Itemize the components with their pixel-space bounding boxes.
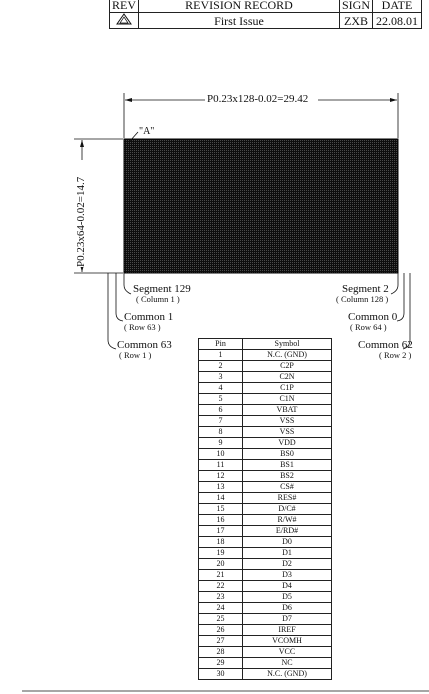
pin-symbol: D6 [243, 603, 332, 614]
pin-symbol: R/W# [243, 515, 332, 526]
pin-symbol: VSS [243, 416, 332, 427]
table-row [199, 603, 332, 614]
table-row [199, 361, 332, 372]
pin-number: 30 [199, 669, 243, 680]
active-area [124, 139, 398, 273]
pin-number: 19 [199, 548, 243, 559]
sign-header: SIGN [340, 0, 373, 13]
pin-number: 13 [199, 482, 243, 493]
pin-number: 29 [199, 658, 243, 669]
pin-number: 28 [199, 647, 243, 658]
pin-symbol: BS0 [243, 449, 332, 460]
rev-header: REV [110, 0, 139, 13]
table-row [199, 449, 332, 460]
pin-symbol: D5 [243, 592, 332, 603]
pin-number: 21 [199, 570, 243, 581]
table-row [199, 482, 332, 493]
table-row [199, 658, 332, 669]
table-row [199, 504, 332, 515]
pin-number: 8 [199, 427, 243, 438]
revision-record: First Issue [139, 13, 340, 29]
pin-number: 25 [199, 614, 243, 625]
pin-number: 2 [199, 361, 243, 372]
revision-record-header: REVISION RECORD [139, 0, 340, 13]
table-row [199, 636, 332, 647]
pin-number: 5 [199, 394, 243, 405]
pin-symbol: CS# [243, 482, 332, 493]
pin-symbol: BS1 [243, 460, 332, 471]
pin-number: 14 [199, 493, 243, 504]
pin-table-header [199, 339, 332, 350]
table-row [199, 614, 332, 625]
table-row [199, 438, 332, 449]
table-row [199, 383, 332, 394]
pin-symbol: N.C. (GND) [243, 350, 332, 361]
pin-symbol: D1 [243, 548, 332, 559]
common-0-sub: ( Row 64 ) [350, 322, 387, 332]
pin-symbol: C2P [243, 361, 332, 372]
pin-number: 7 [199, 416, 243, 427]
pin-number: 16 [199, 515, 243, 526]
common-0-label: Common 0 [348, 311, 398, 323]
pin-number: 26 [199, 625, 243, 636]
pin-symbol: VDD [243, 438, 332, 449]
pin-symbol: C2N [243, 372, 332, 383]
date-header: DATE [373, 0, 422, 13]
pin-symbol: D2 [243, 559, 332, 570]
table-row [199, 581, 332, 592]
pin-number: 1 [199, 350, 243, 361]
table-row [199, 405, 332, 416]
pin-number: 20 [199, 559, 243, 570]
pin-number: 11 [199, 460, 243, 471]
pin-number: 22 [199, 581, 243, 592]
pin-number: 6 [199, 405, 243, 416]
common-1-sub: ( Row 63 ) [124, 322, 161, 332]
pin-number: 9 [199, 438, 243, 449]
table-row [199, 570, 332, 581]
pin-number: 23 [199, 592, 243, 603]
pin-symbol: D4 [243, 581, 332, 592]
revision-date: 22.08.01 [373, 13, 422, 29]
table-row [199, 493, 332, 504]
pin-number: 18 [199, 537, 243, 548]
height-dimension-label: P0.23x64-0.02=14.7 [75, 176, 87, 267]
table-row [199, 350, 332, 361]
pin-number: 27 [199, 636, 243, 647]
pin-symbol: D0 [243, 537, 332, 548]
pin-symbol: BS2 [243, 471, 332, 482]
pin-number: 12 [199, 471, 243, 482]
table-row [199, 526, 332, 537]
common-62-sub: ( Row 2 ) [379, 350, 412, 360]
table-row [199, 394, 332, 405]
pin-symbol: IREF [243, 625, 332, 636]
segment-129-sub: ( Column 1 ) [136, 294, 180, 304]
revision-sign: ZXB [340, 13, 373, 29]
segment-129-label: Segment 129 [133, 283, 191, 295]
table-row [199, 537, 332, 548]
pin-symbol: N.C. (GND) [243, 669, 332, 680]
common-62-label: Common 62 [358, 339, 413, 351]
pin-symbol: VCC [243, 647, 332, 658]
pin-number: 3 [199, 372, 243, 383]
pin-number: 10 [199, 449, 243, 460]
table-row [199, 647, 332, 658]
symbol-header: Symbol [243, 339, 332, 350]
pin-symbol: VCOMH [243, 636, 332, 647]
width-dimension-label: P0.23x128-0.02=29.42 [207, 93, 309, 105]
pin-symbol: VSS [243, 427, 332, 438]
table-row [199, 372, 332, 383]
segment-2-label: Segment 2 [342, 283, 389, 295]
common-1-label: Common 1 [124, 311, 174, 323]
detail-a-label: "A" [139, 126, 155, 137]
table-row [199, 559, 332, 570]
pin-number: 24 [199, 603, 243, 614]
table-row [199, 427, 332, 438]
table-row [199, 416, 332, 427]
table-row [199, 625, 332, 636]
pin-number: 4 [199, 383, 243, 394]
pin-symbol: D7 [243, 614, 332, 625]
pin-symbol: D/C# [243, 504, 332, 515]
pin-symbol: RES# [243, 493, 332, 504]
pin-number: 15 [199, 504, 243, 515]
common-63-label: Common 63 [117, 339, 172, 351]
pin-header: Pin [199, 339, 243, 350]
table-row [199, 592, 332, 603]
pin-symbol: NC [243, 658, 332, 669]
pin-symbol: VBAT [243, 405, 332, 416]
pin-symbol: C1N [243, 394, 332, 405]
table-row [199, 515, 332, 526]
table-row [199, 669, 332, 680]
pin-table [198, 338, 332, 680]
table-row [199, 460, 332, 471]
table-row [199, 548, 332, 559]
common-63-sub: ( Row 1 ) [119, 350, 152, 360]
segment-2-sub: ( Column 128 ) [336, 294, 389, 304]
pin-symbol: C1P [243, 383, 332, 394]
table-row [199, 471, 332, 482]
pin-symbol: D3 [243, 570, 332, 581]
pin-symbol: E/RD# [243, 526, 332, 537]
pin-number: 17 [199, 526, 243, 537]
